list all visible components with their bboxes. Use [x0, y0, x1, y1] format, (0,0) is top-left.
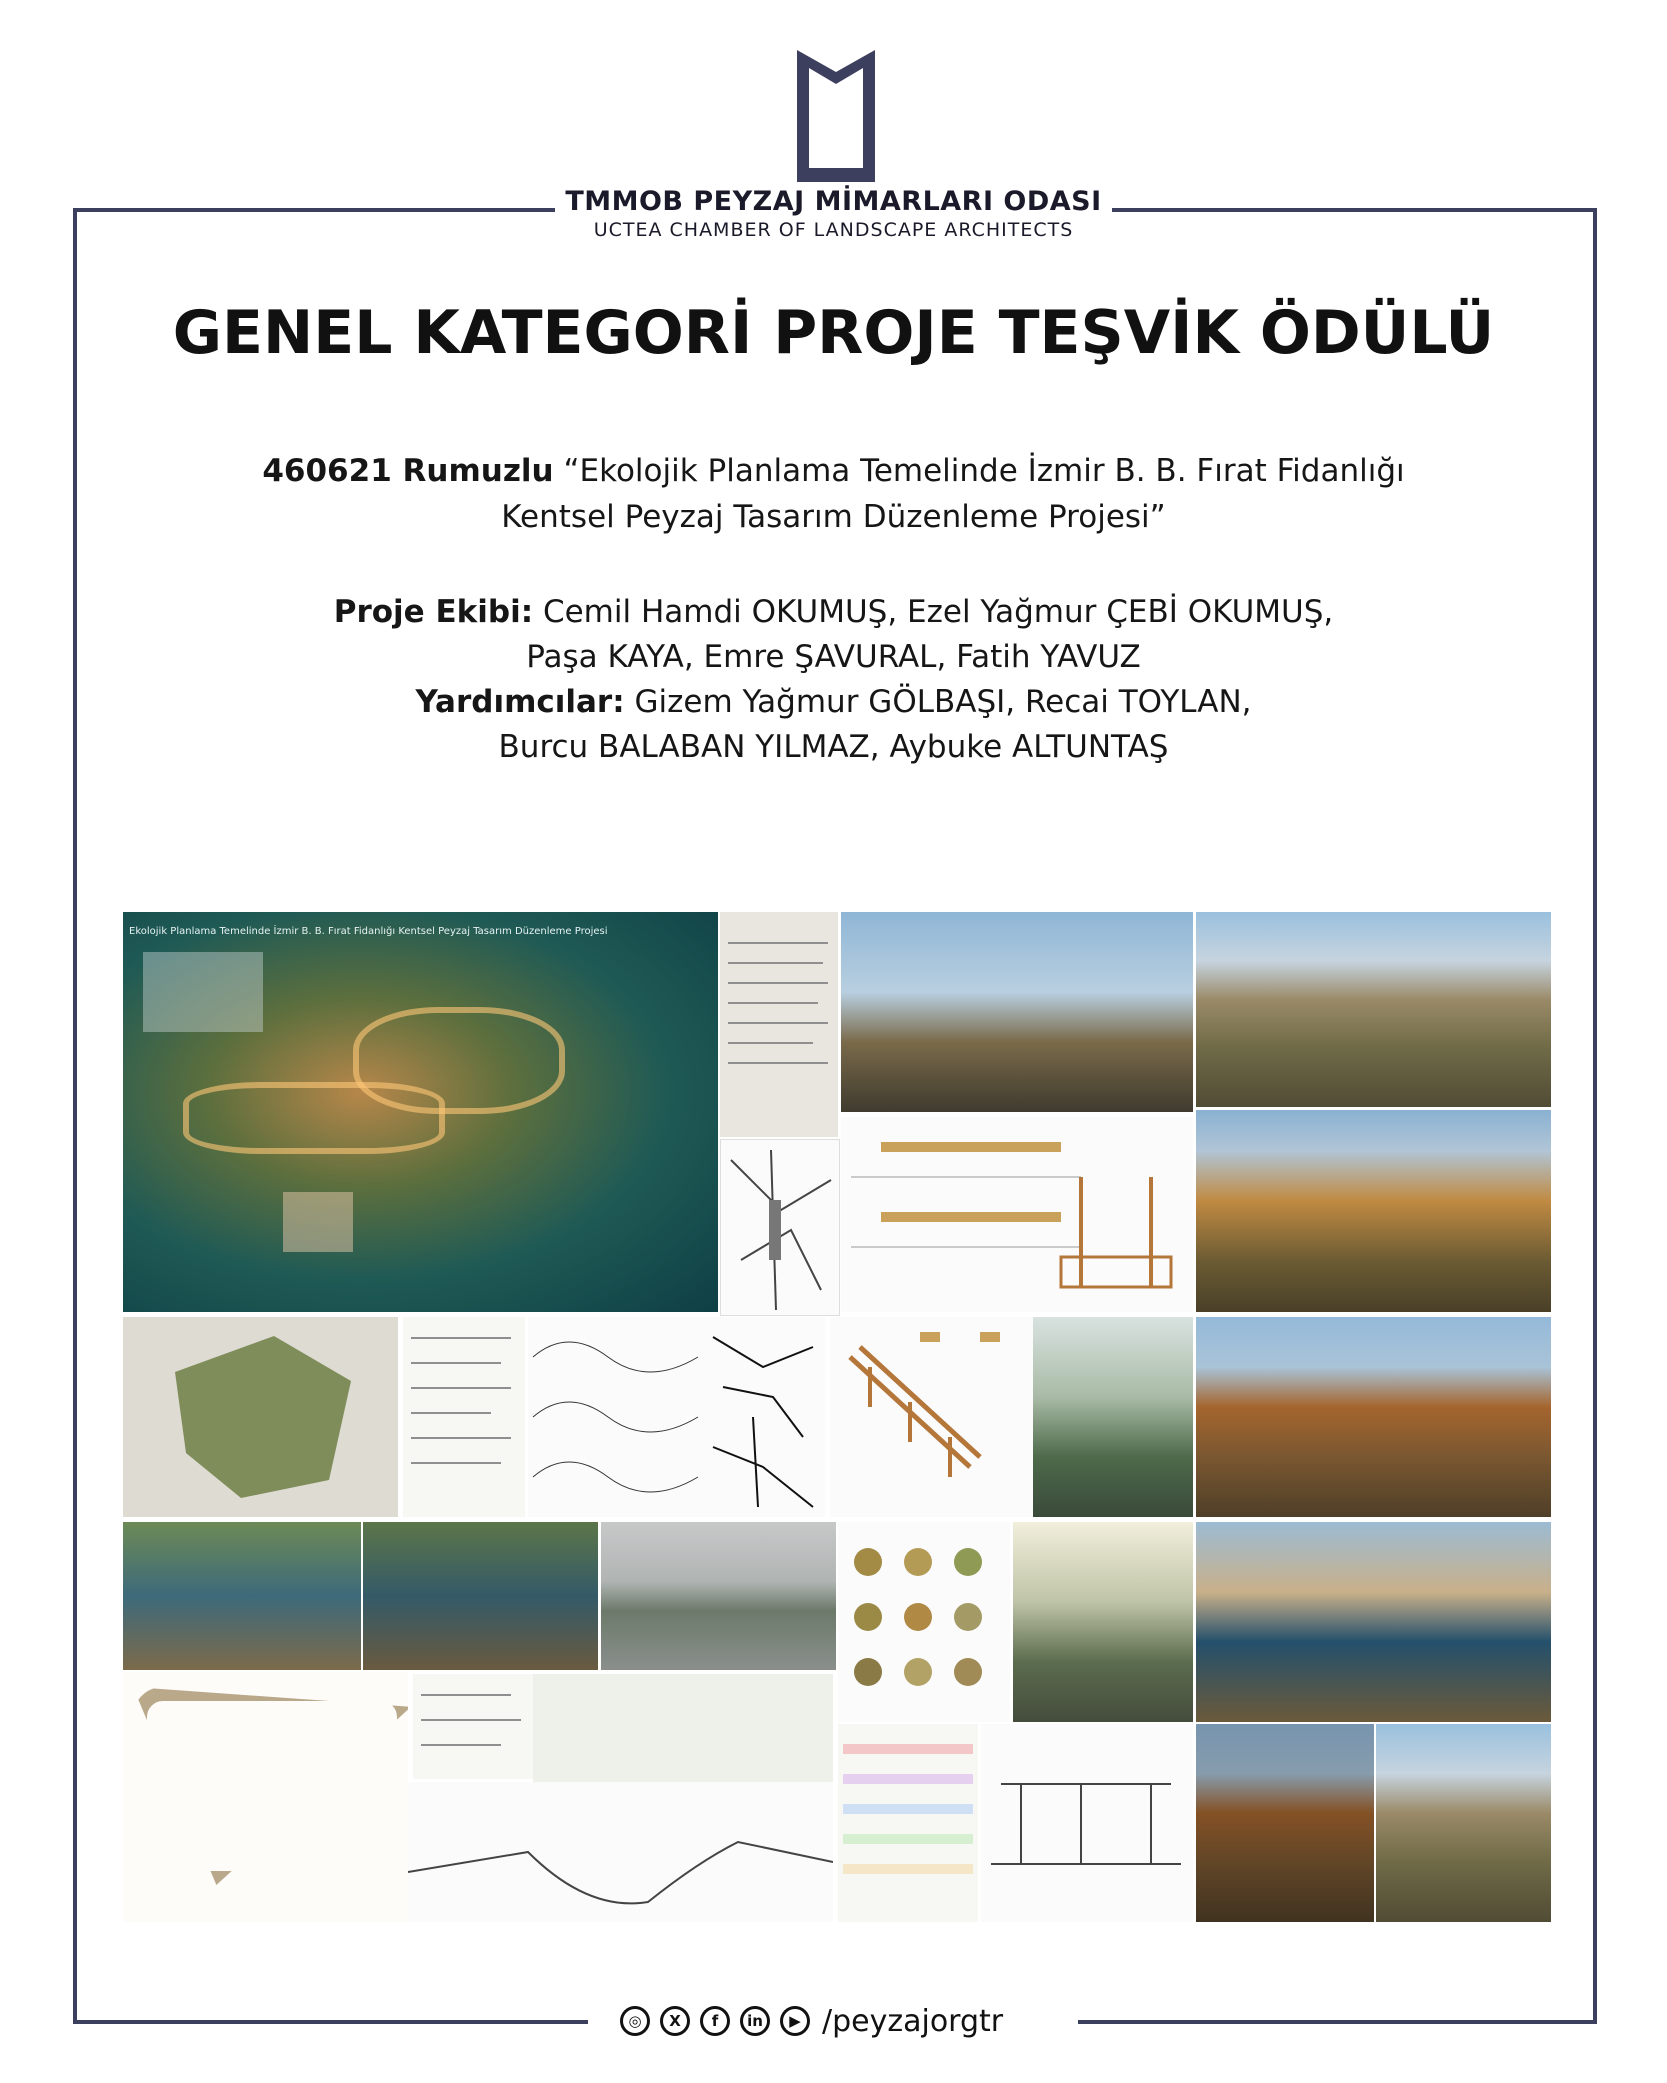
reed-pond-photo [1196, 1522, 1551, 1722]
park-pathway-aerial-photo [1196, 1110, 1551, 1312]
planting-plan-sketch [533, 1674, 833, 1782]
linkedin-icon[interactable]: in [740, 2006, 770, 2036]
assistants-label: Yardımcılar: [415, 684, 625, 720]
assistants-line1: Gizem Yağmur GÖLBAŞI, Recai TOYLAN, [634, 684, 1252, 720]
site-plan-map [123, 1317, 398, 1517]
palm-entrance-photo [841, 912, 1193, 1112]
project-name-line1: “Ekolojik Planlama Temelinde İzmir B. B. Fırat Fidanlığı [563, 453, 1405, 489]
team-label: Proje Ekibi: [333, 594, 534, 630]
playground-aerial-photo [1376, 1724, 1551, 1922]
pond-aerial-photo [123, 1522, 361, 1670]
wooden-pergola-bridge-photo [1196, 1317, 1551, 1517]
facebook-icon[interactable]: f [700, 2006, 730, 2036]
circulation-diagram [703, 1317, 825, 1517]
structure-section-drawing [841, 1117, 1193, 1312]
plant-list-sheet [403, 1317, 525, 1517]
tree-species-sheet [838, 1522, 1010, 1722]
award-title: GENEL KATEGORİ PROJE TEŞVİK ÖDÜLÜ [172, 298, 1495, 368]
pergola-planting-photo [1196, 1724, 1374, 1922]
project-name-line2: Kentsel Peyzaj Tasarım Düzenleme Projesi” [501, 499, 1166, 535]
triangular-pond-plan [123, 1672, 408, 1922]
city-park-aerial-photo [1196, 912, 1551, 1107]
project-code: 460621 Rumuzlu [262, 453, 554, 489]
site-section-drawing [408, 1782, 833, 1922]
construction-pond-photo [601, 1522, 836, 1670]
social-handle[interactable]: /peyzajorgtr [822, 2003, 1004, 2039]
project-info [100, 448, 1567, 540]
organization-subtitle: UCTEA CHAMBER OF LANDSCAPE ARCHITECTS [593, 219, 1074, 241]
pond-render-image [1033, 1317, 1193, 1517]
organization-header [555, 182, 1112, 254]
street-plan-drawing [720, 1139, 840, 1316]
terrain-sketches [528, 1317, 708, 1517]
text-sheet-image [720, 912, 838, 1137]
project-poster-collage [123, 912, 1551, 1922]
plant-table-sheet [838, 1724, 978, 1922]
poster-banner: Ekolojik Planlama Temelinde İzmir B. B. Fırat Fidanlığı Kentsel Peyzaj Tasarım Düzenleme Projesi [129, 926, 608, 937]
assistants-line2: Burcu BALABAN YILMAZ, Aybuke ALTUNTAŞ [498, 729, 1169, 765]
aerial-render-image [123, 912, 718, 1312]
pergola-elevation-drawing [981, 1724, 1193, 1922]
team-members-line1: Cemil Hamdi OKUMUŞ, Ezel Yağmur ÇEBİ OKUMUŞ, [542, 594, 1334, 630]
organization-name: TMMOB PEYZAJ MİMARLARI ODASI [565, 186, 1102, 217]
project-team [100, 590, 1567, 770]
x-icon[interactable]: X [660, 2006, 690, 2036]
chamber-logo-icon [797, 50, 875, 182]
youtube-icon[interactable]: ▶ [780, 2006, 810, 2036]
wetland-photo [363, 1522, 598, 1670]
social-links [620, 2004, 1003, 2038]
boardwalk-axonometric [830, 1317, 1035, 1517]
instagram-icon[interactable]: ◎ [620, 2006, 650, 2036]
boardwalk-render-image [1013, 1522, 1193, 1722]
detail-notes-sheet [413, 1674, 533, 1779]
team-members-line2: Paşa KAYA, Emre ŞAVURAL, Fatih YAVUZ [526, 639, 1141, 675]
